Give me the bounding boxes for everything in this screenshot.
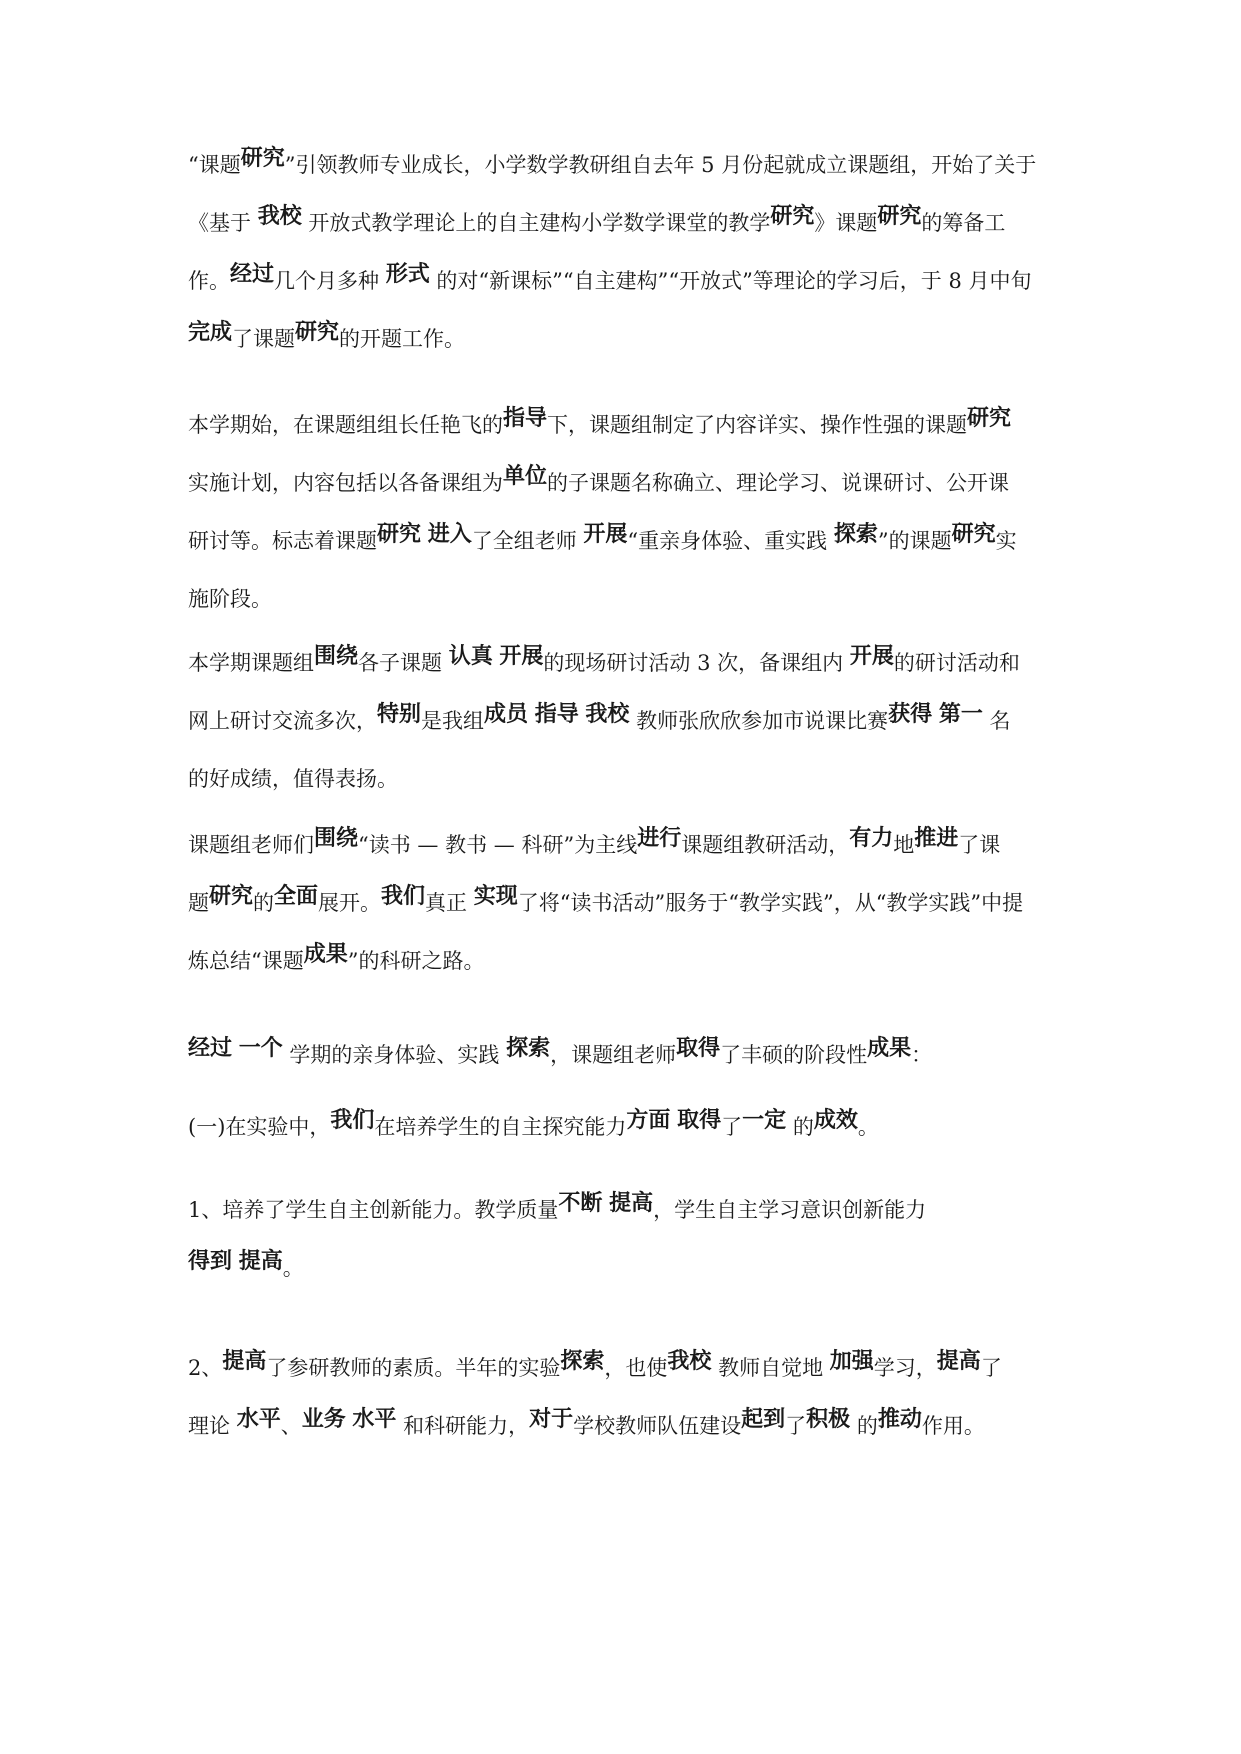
text-line — [188, 644, 1020, 678]
text-run: 课题组教研活动， — [681, 833, 850, 857]
highlighted-term: 研究 — [770, 204, 815, 229]
highlighted-term: 我们 — [330, 1108, 375, 1133]
highlighted-term: 探索 — [833, 522, 878, 547]
text-run: 研讨等。标志着课题 — [188, 529, 377, 553]
text-line — [188, 204, 1006, 238]
highlighted-term: 探索 — [560, 1349, 605, 1374]
text-run: 开放式教学理论上的自主建构小学数学课堂的教学 — [301, 211, 771, 235]
highlighted-term: 围绕 — [314, 826, 359, 851]
highlighted-term: 指导 — [503, 406, 548, 431]
highlighted-term: 提高 — [222, 1349, 267, 1374]
text-run: 课题组老师们 — [188, 833, 314, 857]
highlighted-term: 研究 — [877, 204, 922, 229]
text-run: 了将“读书活动”服务于“教学实践”，从“教学实践”中提 — [517, 891, 1024, 915]
text-run: ”的课题 — [877, 529, 952, 553]
highlighted-term: 推动 — [877, 1407, 922, 1432]
highlighted-term: 指导 — [534, 702, 579, 727]
highlighted-term: 提高 — [238, 1249, 283, 1274]
highlighted-term: 加强 — [829, 1349, 874, 1374]
text-line — [188, 884, 1024, 918]
text-run: ，也使 — [604, 1356, 668, 1380]
text-run: 了 — [721, 1115, 743, 1139]
highlighted-term: 研究 — [240, 146, 285, 171]
text-run: 是我组 — [421, 709, 485, 733]
text-run: 了 — [785, 1414, 807, 1438]
text-run: ，学生自主学习意识创新能力 — [653, 1198, 927, 1222]
highlighted-term: 一个 — [238, 1036, 283, 1061]
text-line — [188, 320, 466, 354]
highlighted-term: 一定 — [742, 1108, 787, 1133]
text-run: 教师张欣欣参加市说课比赛 — [629, 709, 889, 733]
highlighted-term: 进入 — [427, 522, 472, 547]
highlighted-term: 全面 — [274, 884, 319, 909]
text-run: 的对“新课标”“自主建构”“开放式”等理论的学习后，于 8 月中旬 — [429, 269, 1032, 293]
highlighted-term: 积极 — [806, 1407, 851, 1432]
text-run: 炼总结“课题 — [188, 949, 304, 973]
text-run: 的现场研讨活动 3 次，备课组内 — [543, 651, 850, 675]
highlighted-term: 开展 — [849, 644, 894, 669]
text-run: 和科研能力， — [396, 1414, 530, 1438]
highlighted-term: 有力 — [849, 826, 894, 851]
text-line — [188, 1036, 933, 1070]
text-run: 学习， — [873, 1356, 937, 1380]
text-run: 实 — [995, 529, 1017, 553]
highlighted-term: 形式 — [385, 262, 430, 287]
text-line — [188, 146, 1037, 180]
text-run: 。 — [857, 1115, 879, 1139]
highlighted-term: 进行 — [637, 826, 682, 851]
text-line — [188, 406, 1012, 440]
text-run: 的 — [786, 1115, 814, 1139]
text-line — [188, 1249, 304, 1283]
text-run: 展开。 — [318, 891, 382, 915]
text-run: 真正 — [425, 891, 474, 915]
text-run — [232, 1043, 239, 1067]
text-run: 了课题 — [232, 327, 296, 351]
text-run — [421, 529, 428, 553]
highlighted-term: 得到 — [188, 1249, 233, 1274]
highlighted-term: 开展 — [583, 522, 628, 547]
text-run: 作用。 — [921, 1414, 985, 1438]
text-run — [932, 709, 939, 733]
text-line — [188, 262, 1032, 296]
highlighted-term: 我们 — [381, 884, 426, 909]
text-run: 学校教师队伍建设 — [573, 1414, 742, 1438]
text-run: 在培养学生的自主探究能力 — [374, 1115, 627, 1139]
text-line — [188, 702, 1011, 736]
text-run: ”的科研之路。 — [347, 949, 485, 973]
highlighted-term: 研究 — [967, 406, 1012, 431]
text-run: 《基于 — [188, 211, 258, 235]
text-run: 的好成绩，值得表扬。 — [188, 767, 398, 791]
highlighted-term: 我校 — [257, 204, 302, 229]
text-run: 各子课题 — [358, 651, 449, 675]
text-run: 理论 — [188, 1414, 237, 1438]
highlighted-term: 提高 — [609, 1191, 654, 1216]
text-run: 教师自觉地 — [711, 1356, 830, 1380]
text-line — [188, 942, 485, 976]
text-line — [188, 1108, 879, 1142]
text-run: 地 — [893, 833, 915, 857]
text-run: 的 — [253, 891, 275, 915]
text-run: 、 — [280, 1414, 302, 1438]
highlighted-term: 研究 — [295, 320, 340, 345]
text-run: 下，课题组制定了内容详实、操作性强的课题 — [547, 413, 968, 437]
text-run: 》课题 — [814, 211, 878, 235]
highlighted-term: 特别 — [377, 702, 422, 727]
highlighted-term: 完成 — [188, 320, 233, 345]
text-line — [188, 826, 1001, 860]
highlighted-term: 方面 — [626, 1108, 671, 1133]
text-run: 实施计划，内容包括以各备课组为 — [188, 471, 503, 495]
highlighted-term: 取得 — [676, 1036, 721, 1061]
text-line — [188, 522, 1017, 556]
text-run: ： — [911, 1043, 933, 1067]
text-run: “课题 — [188, 153, 241, 177]
highlighted-term: 开展 — [499, 644, 544, 669]
text-run: 了 — [980, 1356, 1002, 1380]
highlighted-term: 提高 — [936, 1349, 981, 1374]
text-run: 几个月多种 — [274, 269, 386, 293]
highlighted-term: 成果 — [867, 1036, 912, 1061]
highlighted-term: 围绕 — [314, 644, 359, 669]
text-run: ，课题组老师 — [550, 1043, 677, 1067]
text-run: 学期的亲身体验、实践 — [282, 1043, 507, 1067]
text-run: 了全组老师 — [471, 529, 584, 553]
text-line — [188, 764, 398, 794]
text-run: 网上研讨交流多次， — [188, 709, 377, 733]
text-run: 。 — [282, 1256, 304, 1280]
text-run: 题 — [188, 891, 209, 915]
highlighted-term: 单位 — [503, 464, 548, 489]
highlighted-term: 取得 — [677, 1108, 722, 1133]
highlighted-term: 第一 — [938, 702, 983, 727]
text-run: “重亲身体验、重实践 — [627, 529, 834, 553]
highlighted-term: 业务 — [301, 1407, 346, 1432]
text-run — [232, 1256, 239, 1280]
text-run: 的 — [850, 1414, 878, 1438]
highlighted-term: 实现 — [473, 884, 518, 909]
text-line — [188, 1349, 1002, 1383]
highlighted-term: 认真 — [448, 644, 493, 669]
text-run: 作。 — [188, 269, 230, 293]
text-run: 本学期课题组 — [188, 651, 314, 675]
text-run: 名 — [982, 709, 1011, 733]
text-run: 了参研教师的素质。半年的实验 — [266, 1356, 561, 1380]
text-run: ”引领教师专业成长，小学数学教研组自去年 5 月份起就成立课题组，开始了关于 — [284, 153, 1037, 177]
highlighted-term: 成效 — [813, 1108, 858, 1133]
highlighted-term: 我校 — [667, 1349, 712, 1374]
highlighted-term: 经过 — [230, 262, 275, 287]
highlighted-term: 探索 — [506, 1036, 551, 1061]
text-run — [528, 709, 535, 733]
text-line — [188, 1191, 927, 1225]
highlighted-term: 对于 — [529, 1407, 574, 1432]
highlighted-term: 推进 — [914, 826, 959, 851]
text-run: 了课 — [958, 833, 1001, 857]
text-run: 的筹备工 — [921, 211, 1006, 235]
highlighted-term: 不断 — [558, 1191, 603, 1216]
text-line — [188, 584, 272, 614]
text-run: 2、 — [188, 1356, 223, 1380]
text-line — [188, 464, 1010, 498]
highlighted-term: 水平 — [352, 1407, 397, 1432]
text-line — [188, 1407, 985, 1441]
highlighted-term: 研究 — [209, 884, 254, 909]
text-run: 的子课题名称确立、理论学习、说课研讨、公开课 — [547, 471, 1010, 495]
highlighted-term: 成果 — [303, 942, 348, 967]
highlighted-term: 研究 — [377, 522, 422, 547]
highlighted-term: 水平 — [236, 1407, 281, 1432]
text-run: 的开题工作。 — [339, 327, 466, 351]
highlighted-term: 获得 — [888, 702, 933, 727]
text-run: “读书 — 教书 — 科研”为主线 — [358, 833, 638, 857]
text-run: 的研讨活动和 — [893, 651, 1020, 675]
text-run: 施阶段。 — [188, 587, 272, 611]
highlighted-term: 起到 — [741, 1407, 786, 1432]
highlighted-term: 我校 — [585, 702, 630, 727]
text-run: 1、培养了学生自主创新能力。教学质量 — [188, 1198, 559, 1222]
text-run: 本学期始，在课题组组长任艳飞的 — [188, 413, 503, 437]
highlighted-term: 经过 — [188, 1036, 233, 1061]
highlighted-term: 成员 — [484, 702, 529, 727]
highlighted-term: 研究 — [951, 522, 996, 547]
text-run: 了丰硕的阶段性 — [720, 1043, 868, 1067]
text-run: (一)在实验中， — [188, 1115, 331, 1139]
